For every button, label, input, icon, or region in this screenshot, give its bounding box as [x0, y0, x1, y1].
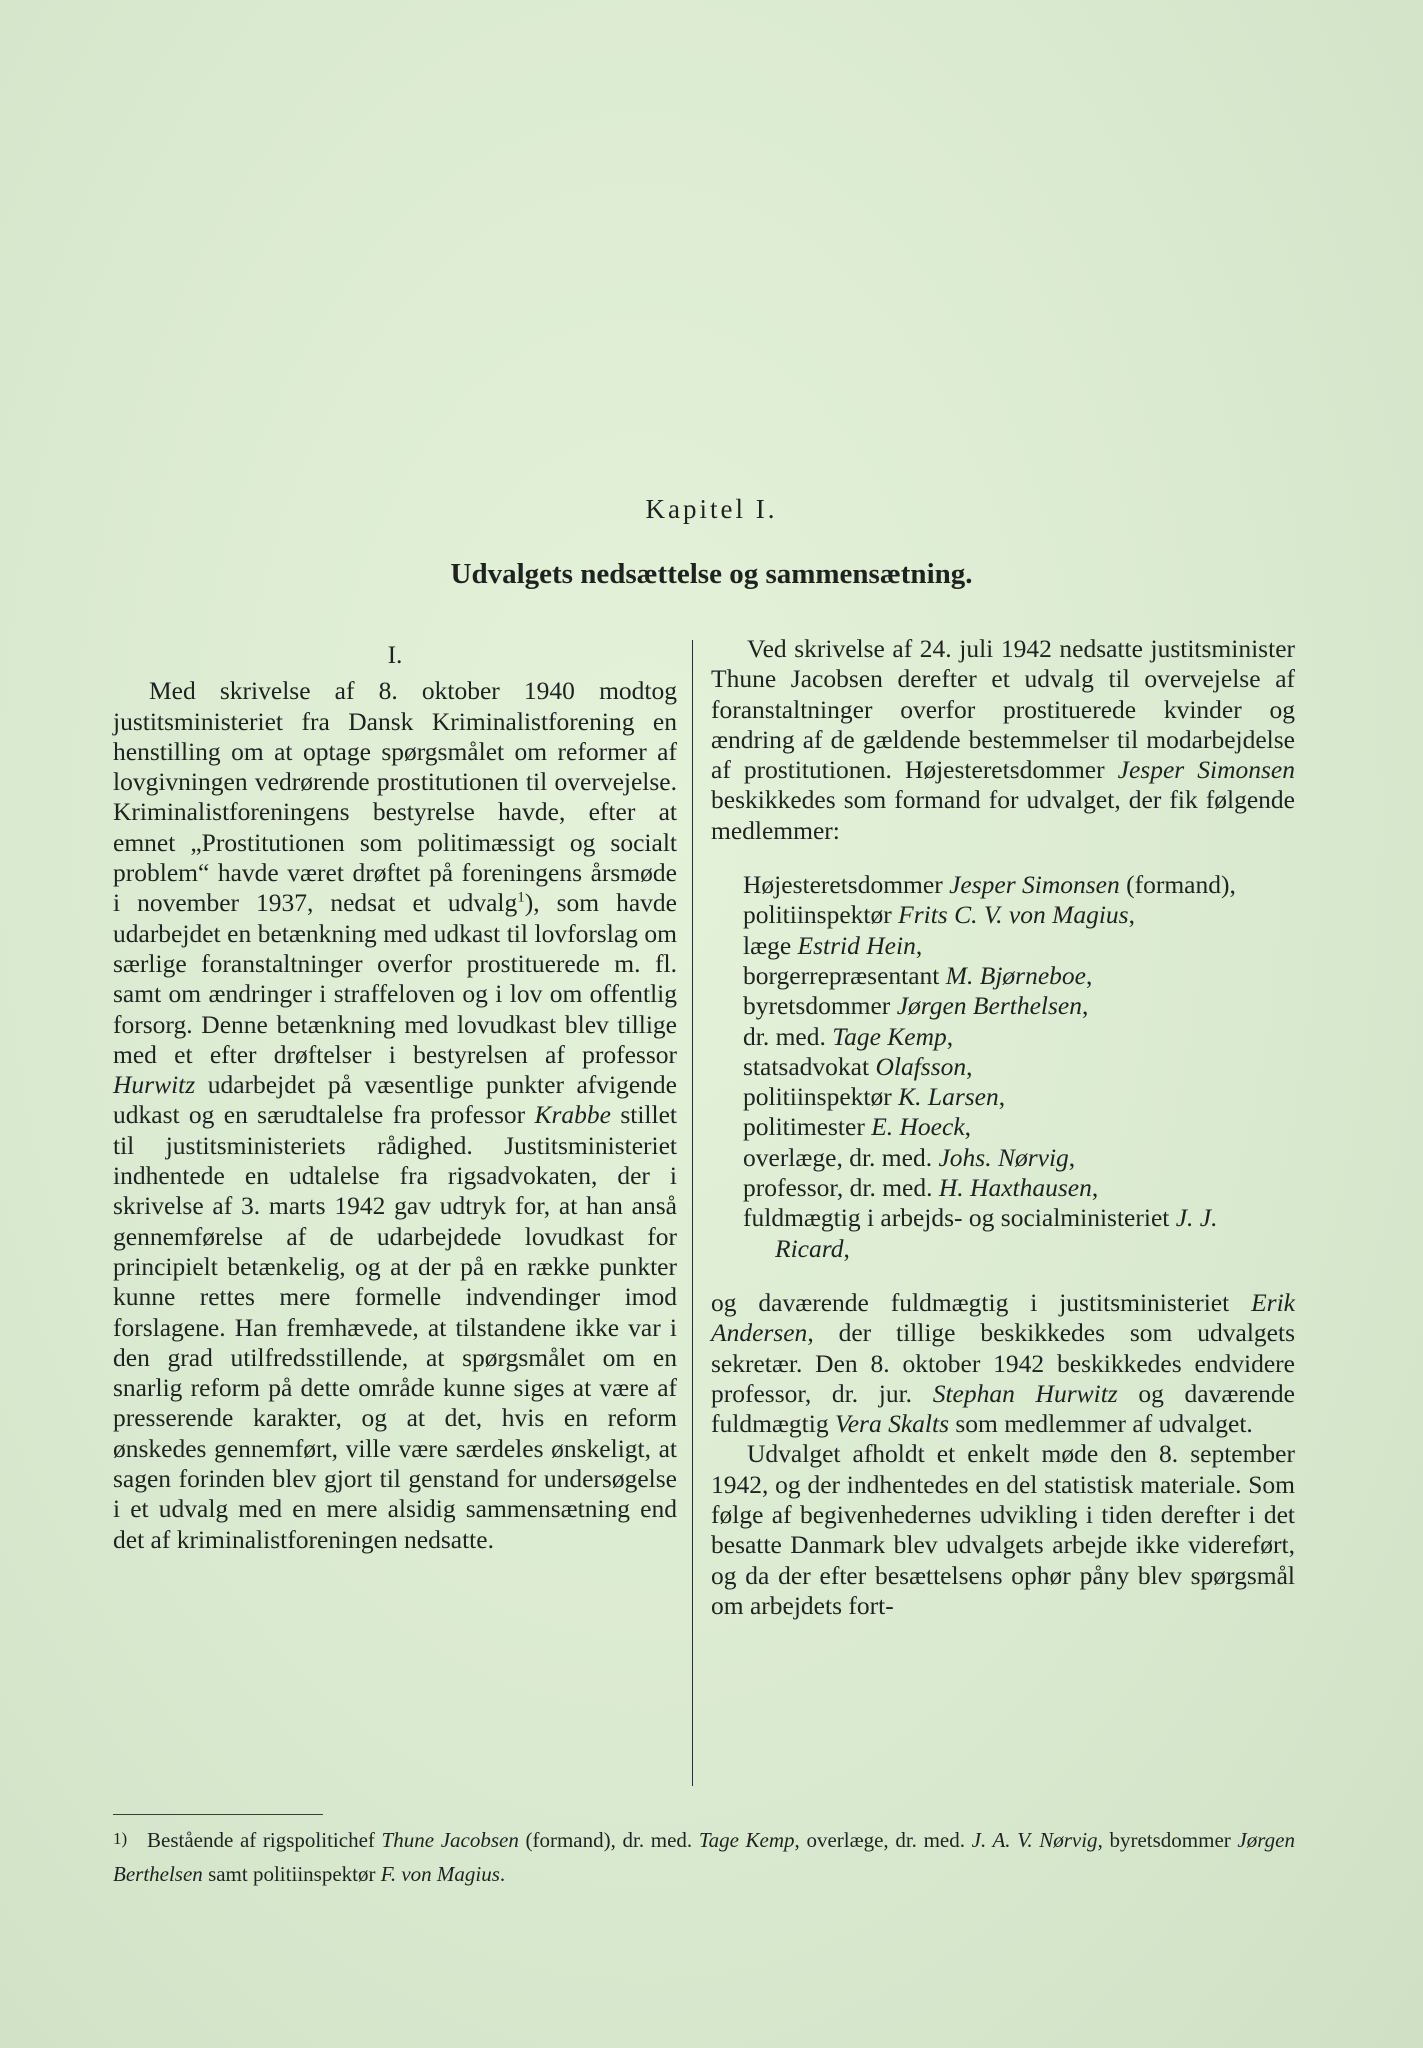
italic-name: Tage Kemp [698, 1828, 795, 1852]
italic-name: Hurwitz [113, 1070, 196, 1100]
member-item: overlæge, dr. med. Johs. Nørvig, [743, 1142, 1076, 1172]
footnote-text: Bestående af rigspolitichef Thune Jacobsen (formand), dr. med. Tage Kemp, overlæge, dr. med. J. A. V. Nørvig, byretsdommer Jørgen Berthelsen samt politiinspektør F. von Magius. [113, 1828, 1295, 1886]
member-item: statsadvokat Olafsson, [743, 1051, 973, 1081]
italic-name: J. J. Ricard [775, 1203, 1218, 1263]
section-heading: Udvalgets nedsættelse og sammensætning. [450, 558, 973, 590]
italic-name: H. Haxthausen [938, 1173, 1092, 1203]
footnote [113, 1822, 1295, 1891]
paragraph-sekretaer: og daværende fuldmægtig i justitsministeriet Erik Andersen, der tillige beskikkedes som udvalgets sekretær. Den 8. oktober 1942 beskikkedes endvidere professor, dr. jur. Stephan Hurwitz og daværende fuldmægtig Vera Skalts som medlemmer af udvalget. [711, 1287, 1295, 1439]
italic-name: J. A. V. Nørvig [971, 1828, 1098, 1852]
italic-name: Jørgen Berthelsen [113, 1828, 1295, 1886]
italic-name: Tage Kemp [832, 1021, 947, 1051]
left-column [113, 640, 677, 1555]
chapter-title: Kapitel I. [645, 494, 778, 524]
member-item: politiinspektør Frits C. V. von Magius, [743, 900, 1135, 930]
member-list [743, 870, 1295, 1264]
member-item: dr. med. Tage Kemp, [743, 1021, 954, 1051]
section-number: I. [387, 640, 403, 669]
italic-name: Stephan Hurwitz [932, 1378, 1118, 1408]
member-item: politiinspektør K. Larsen, [743, 1082, 1006, 1112]
italic-name: Thune Jacobsen [381, 1828, 519, 1852]
paragraph-moede: Udvalget afholdt et enkelt møde den 8. september 1942, og der indhentedes en del statistisk materiale. Som følge af begivenhedernes udvikling i tiden derefter i det besatte Danmark blev udvalgets arbejde ikke videreført, og da der efter besættelsens ophør påny blev spørgsmål om arbejdets fort- [711, 1439, 1295, 1620]
paragraph-udvalg-nedsat: Ved skrivelse af 24. juli 1942 nedsatte justitsminister Thune Jacobsen derefter et udvalg til overvejelse af foranstaltninger overfor prostituerede kvinder og ændring af de gældende bestemmelser til modarbejdelse af prostitutionen. Højesteretsdommer Jesper Simonsen beskikkedes som formand for udvalget, der fik følgende medlemmer: [711, 634, 1295, 845]
member-item: Højesteretsdommer Jesper Simonsen (formand), [743, 870, 1236, 900]
member-item: fuldmægtig i arbejds- og socialministeriet J. J. Ricard, [743, 1203, 1218, 1263]
italic-name: M. Bjørneboe [945, 960, 1086, 990]
footnote-marker: 1) [113, 1829, 128, 1848]
italic-name: Olafsson [875, 1051, 967, 1081]
member-item: byretsdommer Jørgen Berthelsen, [743, 991, 1089, 1021]
italic-name: Johs. Nørvig [938, 1142, 1069, 1172]
italic-name: E. Hoeck [871, 1112, 965, 1142]
member-item: læge Estrid Hein, [743, 930, 923, 960]
italic-name: K. Larsen [898, 1082, 999, 1112]
italic-name: Jesper Simonsen [1117, 755, 1295, 785]
member-item: politimester E. Hoeck, [743, 1112, 972, 1142]
italic-name: Jesper Simonsen [949, 870, 1120, 900]
italic-name: Erik Andersen [711, 1287, 1295, 1348]
italic-name: Jørgen Berthelsen [896, 991, 1082, 1021]
column-divider [692, 640, 693, 1786]
footnote-rule [113, 1814, 323, 1815]
italic-name: Estrid Hein [797, 930, 916, 960]
footnote-reference: 1 [517, 889, 525, 906]
italic-name: Frits C. V. von Magius [898, 900, 1129, 930]
italic-name: F. von Magius [380, 1862, 500, 1886]
italic-name: Krabbe [534, 1100, 611, 1130]
italic-name: Vera Skalts [834, 1409, 949, 1439]
member-item: professor, dr. med. H. Haxthausen, [743, 1173, 1099, 1203]
paragraph-kriminalistforening: Med skrivelse af 8. oktober 1940 modtog justitsministeriet fra Dansk Kriminalistforening en henstilling om at optage spørgsmålet om reformer af lovgivningen vedrørende prostitutionen til overvejelse. Kriminalistforeningens bestyrelse havde, efter at emnet „Prostitutionen som politimæssigt og socialt problem“ havde været drøftet på foreningens årsmøde i november 1937, nedsat et udvalg$^1$), som havde udarbejdet en betænkning med udkast til lovforslag om særlige foranstaltninger overfor prostituerede m. fl. samt om ændringer i straffeloven og i lov om offentlig forsorg. Denne betænkning med lovudkast blev tillige med et efter drøftelser i bestyrelsen af professor Hurwitz udarbejdet på væsentlige punkter afvigende udkast og en særudtalelse fra professor Krabbe stillet til justitsministeriets rådighed. Justitsministeriet indhentede en udtalelse fra rigsadvokaten, der i skrivelse af 3. marts 1942 gav udtryk for, at han anså gennemførelse af de udarbejdede lovudkast for principielt betænkelig, og at der på en række punkter kunne rettes mere formelle indvendinger imod forslagene. Han fremhævede, at tilstandene ikke var i den grad utilfredsstillende, at spørgsmålet om en snarlig reform på dette område kunne siges at være af presserende karakter, og at det, hvis en reform ønskedes gennemført, ville være særdeles ønskeligt, at sagen forinden blev gjort til genstand for undersøgelse i et udvalg med en mere alsidig sammensætning end det af kriminalistforeningen nedsatte. [113, 676, 678, 1554]
member-item: borgerrepræsentant M. Bjørneboe, [743, 960, 1093, 990]
right-column [711, 634, 1295, 1621]
